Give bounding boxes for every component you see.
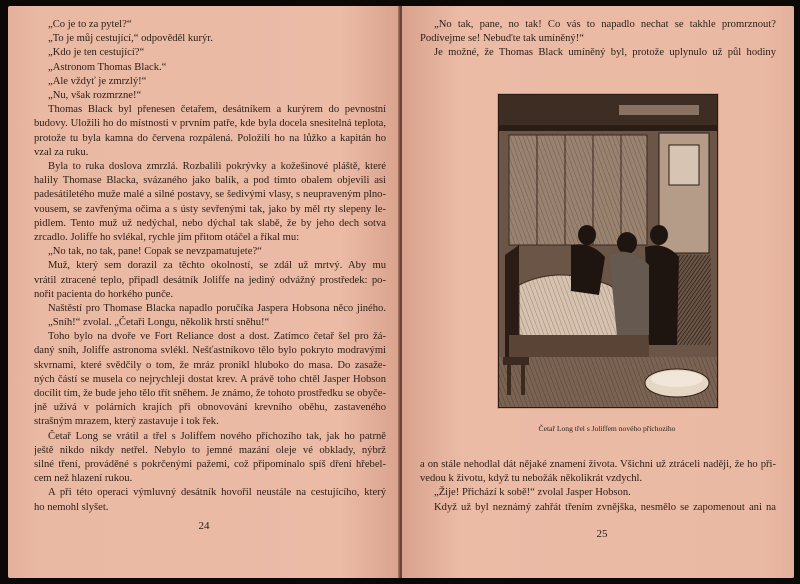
engraving-drawing [499,95,717,407]
text-line: „Ale vždyť je zmrzlý!“ [48,75,147,87]
text-line: ných částí se musela co nejrychleji dostat krev. A právě toho chtěl Jasper Hobson [34,373,386,385]
text-line: Četař Long se vrátil a třel s Joliffem nového příchozího tak, jak ho patrně [48,430,386,442]
text-line: Toho bylo na dvoře ve Fort Reliance dost a dost. Zatímco četař šel pro žá- [48,331,386,343]
text-line: cem než hlazení rukou. [34,473,133,485]
text-line: padesátiletého muže malé a silné postavy, se šedivými vlasy, s neupraveným plno- [34,189,386,201]
text-line: „No tak, pane, no tak! Co vás to napadlo nechat se takhle promrznout? [434,19,776,30]
text-line: „Žije! Přichází k sobě!“ zvolal Jasper Hobson. [434,487,631,499]
text-line: „To je můj cestující,“ odpověděl kurýr. [48,33,213,45]
text-line: budovy. Uložili ho do místnosti v prvním patře, kde byla docela snesitelná teplota, [34,118,386,130]
right-page-top-text [420,18,776,61]
left-page [8,6,400,578]
right-page [402,6,794,578]
text-line: „Astronom Thomas Black.“ [48,61,167,73]
text-line: Je možné, že Thomas Black umíněný byl, protože uplynulo už půl hodiny [434,47,776,59]
text-line: Thomas Black byl přenesen četařem, desátníkem a kurýrem do pevnostní [48,104,386,116]
text-line: Podívejme se! Nebuďte tak umíněný!“ [420,33,584,45]
text-line: „Sníh!“ zvolal. „Četaři Longu, několik hrstí sněhu!“ [48,317,270,329]
text-line: a on stále nehodlal dát nějaké znamení života. Všichni už ztráceli naději, že ho při- [420,459,776,470]
text-line: nořit pacienta do horkého punče. [34,288,174,300]
text-line: vedou k životu, když tu nebožák několikrát vzdychl. [420,473,643,485]
text-line: Naštěstí pro Thomase Blacka napadlo poručíka Jaspera Hobsona něco jiného. [48,302,386,314]
text-line: pidlem. Tento muž už nedýchal, nebo dýchal tak slabě, že by jeho dech sotva [34,217,386,229]
text-line: zrcadlo. Joliffe ho svlékal, rychle jím přitom otáčel a říkal mu: [34,231,300,243]
left-page-text [34,18,386,515]
text-line: strašným mrazem, který zastavuje i tok řek. [34,416,219,428]
text-line: Muž, který sem dorazil za těchto okolností, se zdál už mrtvý. Aby mu [48,260,386,272]
text-line: „Nu, však rozmrzne!“ [48,90,142,102]
text-line: docílit tím, že bude jeho tělo třít sněhem. Je známo, že tohoto prostředku se obyče- [34,388,386,400]
engraving-illustration [498,94,718,408]
text-line: vrátil ztracené teplo, připadl desátník Joliffe na jediný odvážný prostředek: po- [34,274,386,286]
text-line: vzal za ruku. [34,146,89,158]
page-number-right: 25 [596,528,608,540]
text-line: Když už byl neznámý zahřát třením zvnějška, nesmělo se zapomenout ani na [434,501,776,513]
text-line: halily Thomase Blacka, svázaného jako balík, a pod tímto obalem objevili asi [34,175,386,187]
text-line: ho nemohl slyšet. [34,501,109,513]
illustration-caption: Četař Long třel s Joliffem nového příchozího [538,424,676,433]
text-line: „No tak, no tak, pane! Copak se nevzpamatujete?“ [48,246,262,258]
text-line: protože tu byla kamna do červena rozpálená. Položili ho na lůžko a kapitán ho [34,132,386,144]
page-number-left: 24 [198,520,210,532]
text-line: „Kdo je ten cestující?“ [48,47,145,59]
text-line: „Co je to za pytel?“ [48,19,132,30]
text-line: vousem, se zavřenýma očima a s ústy sevřenými tak, jako by měl rty slepeny le- [34,203,386,215]
text-line: skvrnami, které svědčily o tom, že mráz pronikl hluboko do masa. Do zasaže- [34,359,386,371]
text-line: silné tření, prováděné s pokrčenými pažemi, což připomínalo spíš dření hřebel- [34,459,386,470]
text-line: jně užívá v polárních krajích při obnovování krevního oběhu, zastaveného [34,402,386,414]
text-line: Byla to ruka doslova zmrzlá. Rozbalili pokrývky a kožešinové pláště, které [48,160,386,172]
text-line: daný sníh, Joliffe astronoma svlékl. Nešťastníkovo tělo bylo pokryto modravými [34,345,386,357]
right-page-bottom-text [420,458,776,515]
text-line: ještě nikdo nikdy netřel. Nebylo to jemné mazání oleje vé obklady, nýbrž [34,444,386,456]
text-line: A při této operaci výmluvný desátník hovořil neustále na cestujícího, který [48,487,386,499]
